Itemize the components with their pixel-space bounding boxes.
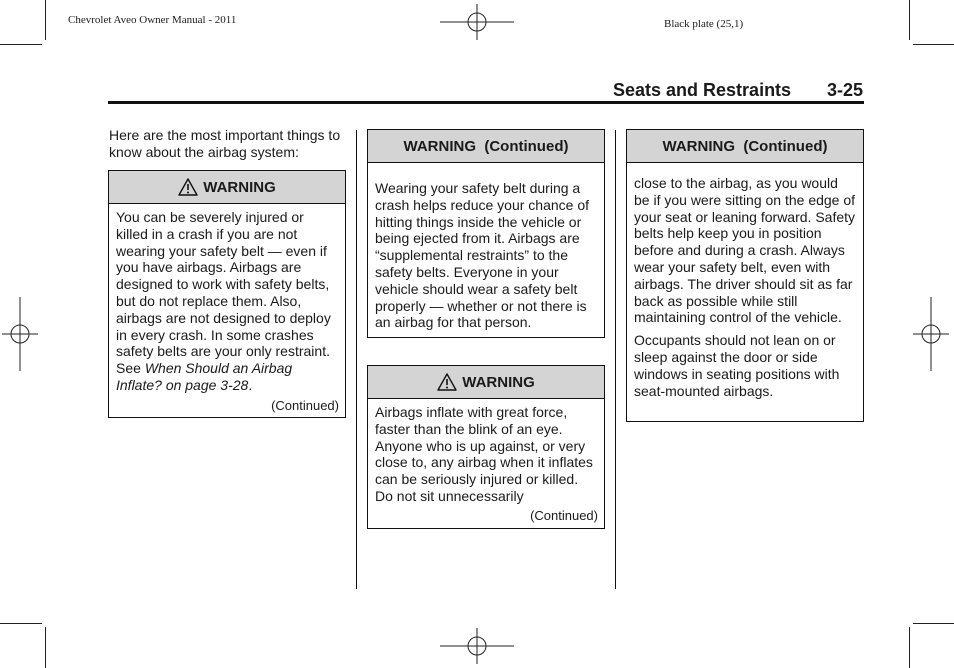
registration-mark-icon bbox=[440, 4, 514, 40]
warning-triangle-icon bbox=[437, 373, 457, 391]
crop-mark bbox=[913, 44, 954, 45]
registration-mark-icon bbox=[2, 297, 38, 371]
warning-continued-body bbox=[627, 163, 863, 399]
warning-continued-label: WARNING (Continued) bbox=[403, 137, 569, 155]
warning-box bbox=[108, 170, 346, 418]
column-divider bbox=[356, 130, 357, 589]
warning-continued-label: WARNING (Continued) bbox=[662, 137, 828, 155]
crop-mark bbox=[909, 627, 910, 668]
registration-mark-icon bbox=[440, 628, 514, 664]
warning-continued-heading bbox=[627, 130, 863, 163]
cross-reference-link[interactable]: When Should an Airbag Inflate? on page 3-28 bbox=[116, 360, 293, 393]
warning-heading bbox=[109, 171, 345, 204]
warning-body bbox=[109, 204, 345, 394]
warning-body: Airbags inflate with great force, faster than the blink of an eye. Anyone who is up against, or very close to, any airbag when it inflates can be seriously injured or killed. Do not sit unnecessarily bbox=[375, 404, 593, 504]
warning-continued-heading bbox=[368, 130, 604, 163]
warning-text: You can be severely injured or killed in a crash if you are not wearing your safety belt — even if you have airbags. Airbags are designed to work with safety belts, but do not replace them. Also, airbags are not designed to deploy in every crash. In some crashes safety belts are your only restraint. See bbox=[116, 209, 331, 377]
warning-continued-body: Wearing your safety belt during a crash helps reduce your chance of hitting things inside the vehicle or being ejected from it. Airbags are “supplemental restraints” to the safety belts. Everyone in your vehicle should wear a safety belt properly — whether or not there is an airbag for that person. bbox=[375, 180, 590, 331]
warning-heading-label: WARNING bbox=[462, 373, 535, 391]
crop-mark bbox=[45, 0, 46, 40]
page-number: 3-25 bbox=[827, 80, 864, 100]
column-divider bbox=[615, 130, 616, 589]
crop-mark bbox=[45, 627, 46, 668]
manual-title: Chevrolet Aveo Owner Manual - 2011 bbox=[68, 14, 237, 26]
warning-continued-box bbox=[626, 129, 864, 422]
header-rule bbox=[108, 101, 864, 104]
warning-heading-label: WARNING bbox=[203, 178, 276, 196]
continued-label: (Continued) bbox=[530, 507, 598, 523]
warning-heading bbox=[368, 366, 604, 399]
warning-paragraph: Occupants should not lean on or sleep against the door or side windows in seating positions with seat-mounted airbags. bbox=[634, 332, 840, 399]
crop-mark bbox=[909, 0, 910, 40]
warning-box bbox=[367, 365, 605, 529]
crop-mark bbox=[913, 623, 954, 624]
warning-continued-box bbox=[367, 129, 605, 338]
intro-text: Here are the most important things to know about the airbag system: bbox=[109, 127, 341, 160]
section-title: Seats and Restraints bbox=[613, 80, 792, 100]
continued-label: (Continued) bbox=[271, 397, 339, 413]
registration-mark-icon bbox=[913, 297, 949, 371]
warning-triangle-icon bbox=[178, 178, 198, 196]
crop-mark bbox=[0, 623, 42, 624]
crop-mark bbox=[0, 44, 42, 45]
warning-text-end: . bbox=[248, 376, 253, 393]
warning-paragraph: close to the airbag, as you would be if you were sitting on the edge of your seat or leaning forward. Safety belts help keep you in position before and during a crash. Always wear your safety belt, even with airbags. The driver should sit as far back as possible while still maintaining control of the vehicle. bbox=[634, 175, 856, 326]
plate-label: Black plate (25,1) bbox=[664, 18, 744, 30]
